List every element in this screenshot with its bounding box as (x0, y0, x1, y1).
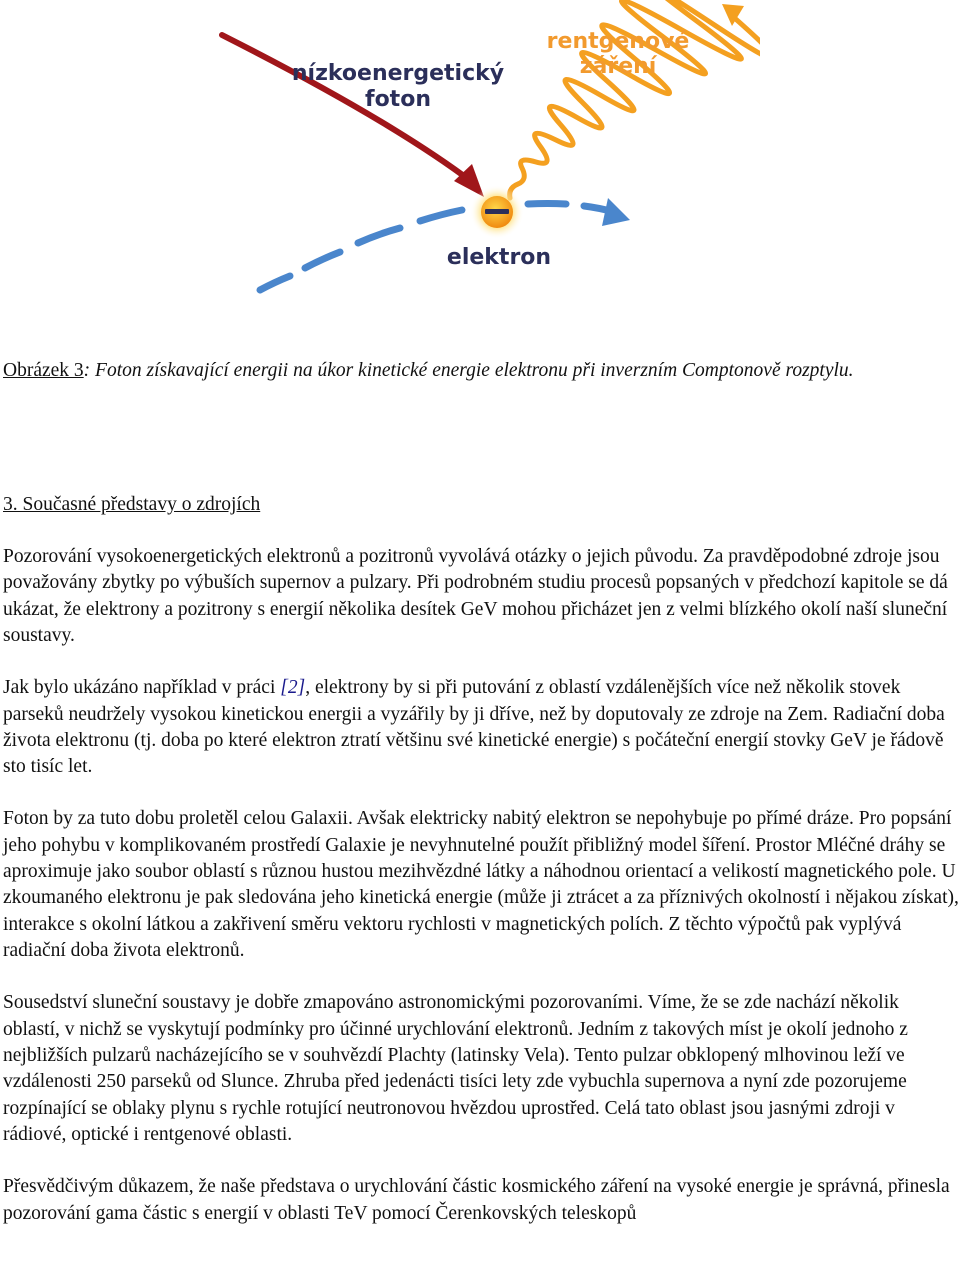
paragraph-2-end: , elektrony by si při putování z oblastí vzdálenějších více než několik stovek parseků neudržely vysokou kinetickou energii a vyzářily by ji dříve, než by doputovaly ze zdroje na Zem. Radiační doba života elektronu (tj. doba po které elektron ztratí většinu své kinetické energie) s počáteční energií stovky GeV je řádově sto tisíc let. (3, 677, 945, 778)
electron-path (260, 204, 614, 291)
caption-text: : Foton získavající energii na úkor kinetické energie elektronu při inverzním Comptonově rozptylu. (83, 360, 854, 381)
electron-path-arrowhead (602, 198, 630, 226)
paragraph-3: Foton by za tuto dobu proletěl celou Galaxii. Avšak elektricky nabitý elektron se nepohybuje po přímé dráze. Pro popsání jeho pohybu v komplikovaném prostředí Galaxie je nevyhnutelné použít přibližný model šíření. Prostor Mléčné dráhy se aproximuje jako soubor oblastí s různou hustou mezihvězdné látky a náhodnou orientací a velikostí magnetického pole. U zkoumaného elektronu je pak sledována jeho kinetická energie (může ji ztrácet a za příznivých okolností i nějakou získat), interakce s okolní látkou a zakřivení směru vektoru rychlosti v magnetických polích. Z těchto výpočtů pak vyplývá radiační doba života elektronů. (3, 808, 959, 962)
paragraph-1: Pozorování vysokoenergetických elektronů a pozitronů vyvolává otázky o jejich původu. Za pravděpodobné zdroje jsou považovány zbytky po výbuších supernov a pulzary. Při podrobném studiu procesů popsaných v předchozí kapitole se dá ukázat, že elektrony a pozitrony s energií několika desítek GeV mohou přicházet jen z velmi blízkého okolí naší sluneční soustavy. (3, 546, 948, 647)
xray-label-line1: rentgenové (546, 29, 690, 54)
section-heading[interactable]: 3. Současné představy o zdrojích (3, 494, 261, 515)
electron-label: elektron (446, 245, 552, 270)
article-body (3, 544, 959, 1252)
figure-caption (3, 357, 943, 384)
citation-link[interactable]: [2] (280, 677, 306, 699)
paragraph-4: Sousedství sluneční soustavy je dobře zmapováno astronomickými pozorovaními. Víme, že se zde nachází několik oblastí, v nichž se vyskytují podmínky pro účinné urychlování elektronů. Jedním z takových míst je okolí jednoho z nejbližších pulzarů nacházejícího se v souhvězdí Plachty (latinsky Vela). Tento pulzar obklopený mlhovinou leží ve vzdálenosti 250 parseků od Slunce. Zhruba před jedenácti tisíci lety zde vybuchla supernova a nyní zde pozorujeme rozpínající se oblaky plynu s rychle rotující neutronovou hvězdou uprostřed. Celá tato oblast jsou jasnými zdroji v rádiové, optické i rentgenové oblasti. (3, 992, 908, 1146)
compton-figure (210, 0, 760, 300)
photon-label-line2: foton (365, 87, 431, 112)
caption-label[interactable]: Obrázek 3 (3, 360, 84, 381)
xray-label-line2: záření (579, 54, 657, 79)
photon-arrow (222, 35, 484, 197)
photon-label-line1: nízkoenergetický (291, 61, 505, 86)
paragraph-2-start: Jak bylo ukázáno například v práci (3, 677, 281, 699)
electron-particle (470, 185, 524, 239)
paragraph-5: Přesvědčivým důkazem, že naše představa o urychlování částic kosmického záření na vysoké energie je správná, přinesla pozorování gama částic s energií v oblasti TeV pomocí Čerenkovských teleskopů (3, 1176, 950, 1224)
compton-diagram (210, 0, 760, 300)
paragraph-2 (3, 675, 959, 781)
